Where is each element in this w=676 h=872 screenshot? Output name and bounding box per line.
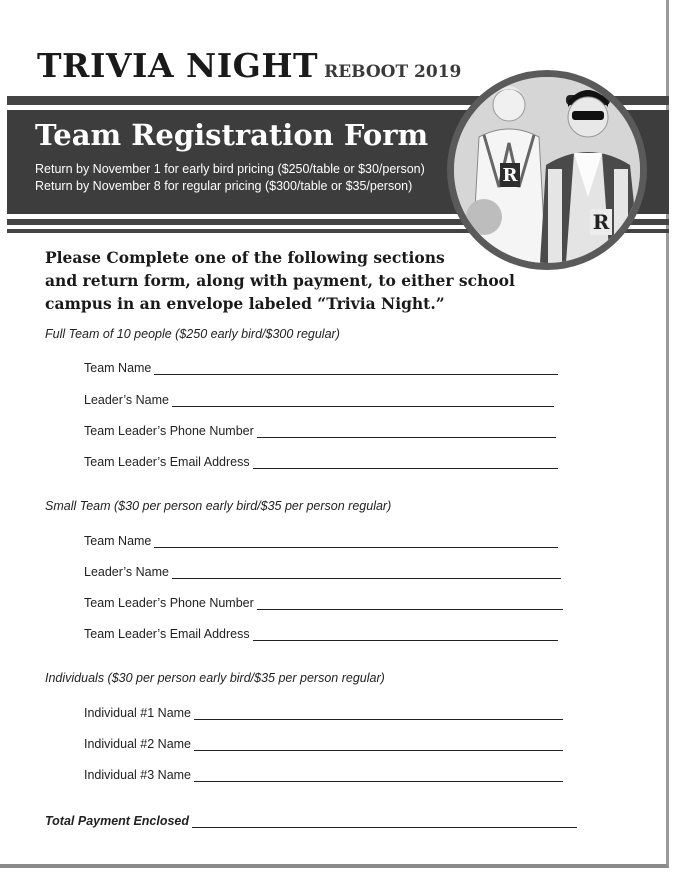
small-team-leader-name-field[interactable]: [84, 561, 561, 579]
write-line[interactable]: [154, 534, 558, 548]
write-line[interactable]: [192, 814, 577, 828]
field-label: Individual #2 Name: [84, 737, 192, 751]
total-payment-field[interactable]: [45, 810, 577, 828]
full-team-name-field[interactable]: [84, 357, 558, 375]
early-bird-deadline: Return by November 1 for early bird pricing ($250/table or $30/person): [35, 162, 425, 176]
individuals-heading: Individuals ($30 per person early bird/$35 per person regular): [45, 671, 385, 685]
event-title: [37, 46, 461, 85]
event-title-sub: REBOOT 2019: [324, 62, 462, 82]
field-label: Team Name: [84, 534, 152, 548]
small-team-leader-email-field[interactable]: [84, 623, 558, 641]
regular-deadline: Return by November 8 for regular pricing ($300/table or $35/person): [35, 179, 413, 193]
costume-photo: [447, 70, 647, 270]
instructions-line-1: Please Complete one of the following sections: [45, 248, 445, 267]
field-label: Team Leader’s Email Address: [84, 455, 250, 469]
field-label: Team Name: [84, 361, 152, 375]
write-line[interactable]: [257, 596, 563, 610]
individual-3-name-field[interactable]: [84, 764, 563, 782]
instructions-line-3: campus in an envelope labeled “Trivia Night.”: [45, 294, 445, 313]
letter-r-left: R: [502, 165, 518, 186]
total-payment-label: Total Payment Enclosed: [45, 814, 190, 828]
write-line[interactable]: [194, 737, 563, 751]
write-line[interactable]: [172, 565, 561, 579]
individual-2-name-field[interactable]: [84, 733, 563, 751]
write-line[interactable]: [253, 455, 558, 469]
letter-r-right: R: [592, 210, 610, 234]
write-line[interactable]: [172, 393, 554, 407]
instructions: [45, 246, 605, 315]
full-team-leader-phone-field[interactable]: [84, 420, 556, 438]
write-line[interactable]: [257, 424, 556, 438]
small-team-heading: Small Team ($30 per person early bird/$35 per person regular): [45, 499, 392, 513]
costume-photo-illustration: [454, 77, 640, 263]
field-label: Individual #1 Name: [84, 706, 192, 720]
field-label: Leader’s Name: [84, 565, 170, 579]
form-title: Team Registration Form: [35, 118, 429, 152]
full-team-leader-email-field[interactable]: [84, 451, 558, 469]
write-line[interactable]: [194, 706, 563, 720]
small-team-name-field[interactable]: [84, 530, 558, 548]
field-label: Team Leader’s Phone Number: [84, 596, 254, 610]
event-title-main: TRIVIA NIGHT: [37, 46, 319, 85]
individual-1-name-field[interactable]: [84, 702, 563, 720]
field-label: Team Leader’s Phone Number: [84, 424, 254, 438]
field-label: Leader’s Name: [84, 393, 170, 407]
write-line[interactable]: [154, 361, 558, 375]
field-label: Individual #3 Name: [84, 768, 192, 782]
small-team-leader-phone-field[interactable]: [84, 592, 563, 610]
instructions-line-2: and return form, along with payment, to either school: [45, 271, 515, 290]
write-line[interactable]: [253, 627, 558, 641]
full-team-heading: Full Team of 10 people ($250 early bird/$300 regular): [45, 327, 340, 341]
field-label: Team Leader’s Email Address: [84, 627, 250, 641]
full-team-leader-name-field[interactable]: [84, 389, 554, 407]
write-line[interactable]: [194, 768, 563, 782]
